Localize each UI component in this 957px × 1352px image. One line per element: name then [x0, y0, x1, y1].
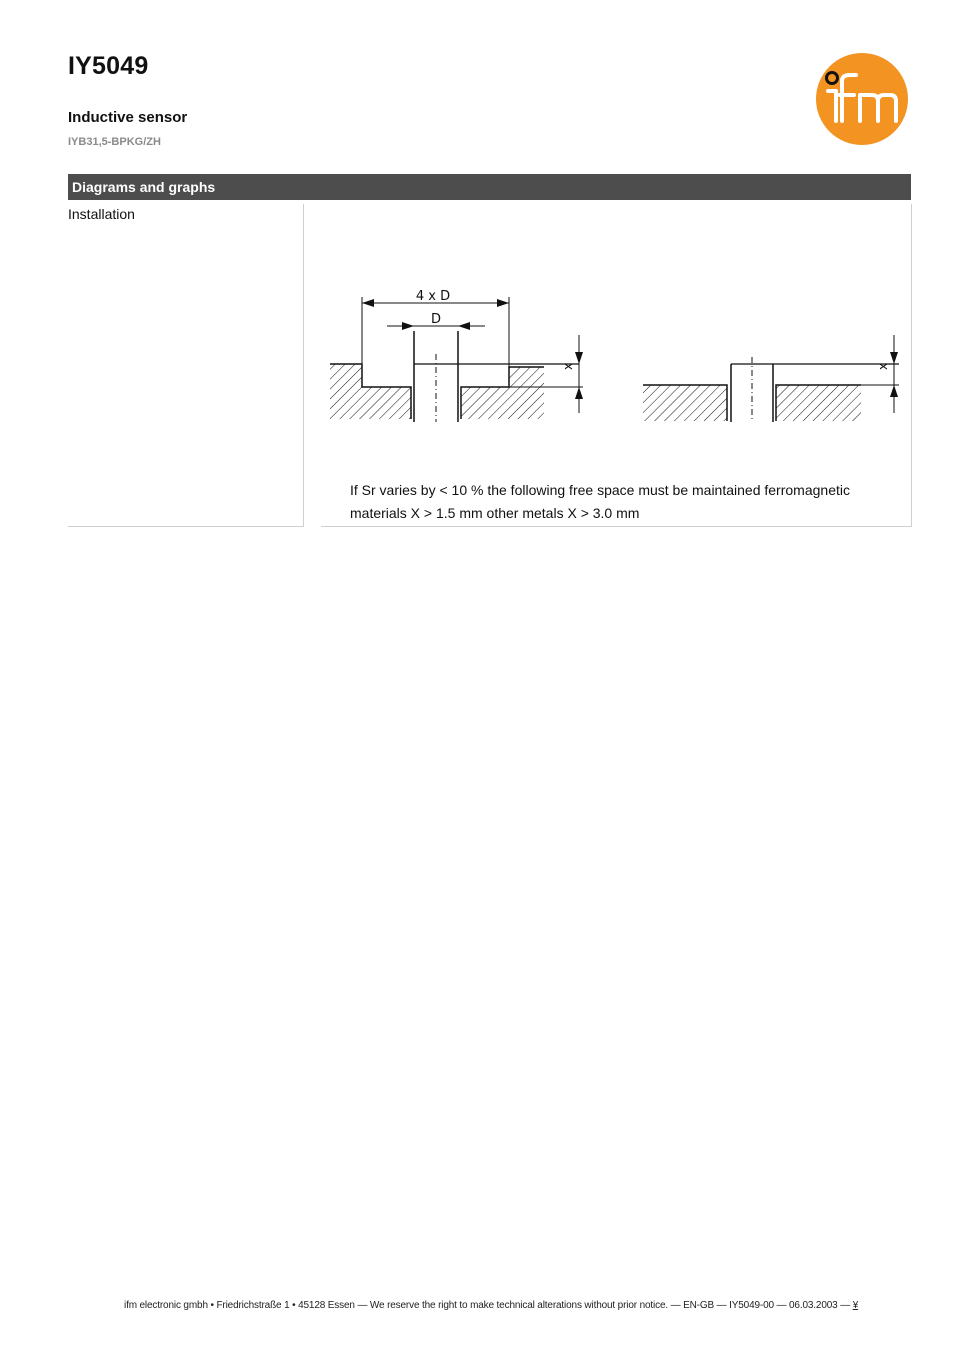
left-mounting-figure: [330, 287, 583, 424]
dimension-4xd-label: 4 x D: [415, 289, 451, 304]
installation-diagram: [321, 279, 911, 429]
footer-mark: ¥: [852, 1300, 859, 1311]
dimension-d-label: D: [430, 312, 442, 327]
article-designation: IYB31,5-BPKG/ZH: [68, 136, 161, 148]
dimension-x-right-label: x: [876, 362, 890, 370]
section-header: Diagrams and graphs: [68, 174, 911, 200]
installation-label-cell: [68, 204, 304, 527]
product-type: Inductive sensor: [68, 109, 188, 126]
installation-label: Installation: [68, 206, 135, 222]
product-code: IY5049: [68, 52, 149, 80]
installation-content-cell: [321, 204, 912, 527]
right-mounting-figure: [643, 335, 899, 422]
dimension-x-left-label: x: [561, 362, 575, 370]
page-footer: [124, 1300, 858, 1311]
installation-caption: If Sr varies by < 10 % the following free space must be maintained ferromagnetic materials X > 1.5 mm other metals X > 3.0 mm: [350, 482, 850, 521]
logo-text: ifm: [861, 143, 863, 144]
footer-text: ifm electronic gmbh • Friedrichstraße 1 • 45128 Essen — We reserve the right to make technical alterations without prior notice. — EN-GB — IY5049-00 — 06.03.2003 —: [124, 1300, 851, 1311]
ifm-logo: [814, 51, 910, 147]
